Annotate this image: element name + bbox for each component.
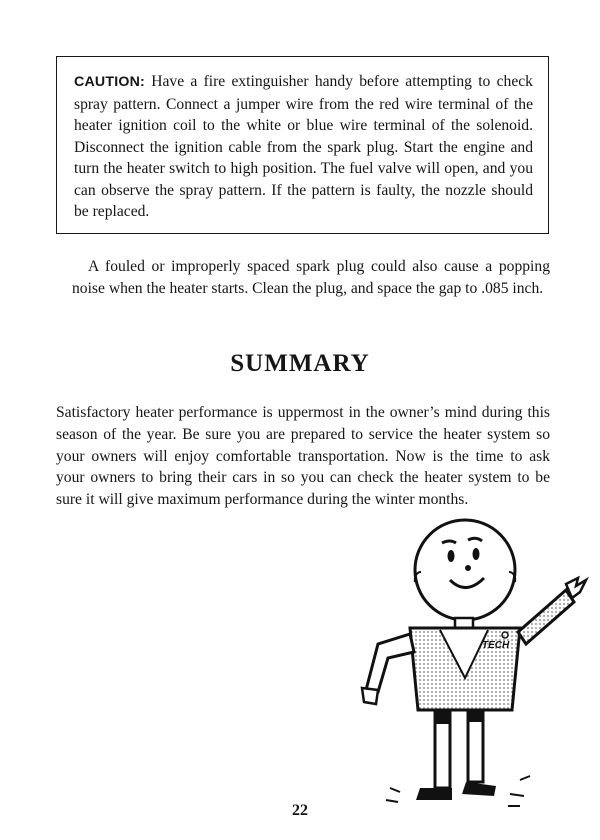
- mascot-badge-text: TECH: [482, 640, 510, 651]
- caution-box: [56, 56, 549, 234]
- mascot-head: [415, 520, 515, 620]
- summary-paragraph: Satisfactory heater performance is uppermost in the owner’s mind during this season of the year. Be sure you are prepared to service the heater system so your owners will enjoy comfortable transportation. Now is the time to ask your owners to bring their cars in so you can check the heater system to be sure it will give maximum performance during the winter months.: [56, 404, 550, 509]
- spark-plug-paragraph: [72, 256, 550, 300]
- spark-plug-text: A fouled or improperly spaced spark plug could also cause a popping noise when the heater starts. Clean the plug, and space the gap to .085 inch.: [72, 258, 550, 297]
- tech-mascot-illustration: [290, 510, 590, 810]
- summary-heading: SUMMARY: [230, 350, 370, 377]
- caution-label: CAUTION:: [74, 74, 145, 90]
- page-number: 22: [292, 802, 308, 819]
- caution-text: Have a fire extinguisher handy before attempting to check spray pattern. Connect a jumper wire from the red wire terminal of the heater ignition coil to the white or blue wire terminal of the solenoid. Disconnect the ignition cable from the spark plug. Start the engine and turn the heater switch to high position. The fuel valve will open, and you can observe the spray pattern. If the pattern is faulty, the nozzle should be replaced.: [74, 73, 533, 220]
